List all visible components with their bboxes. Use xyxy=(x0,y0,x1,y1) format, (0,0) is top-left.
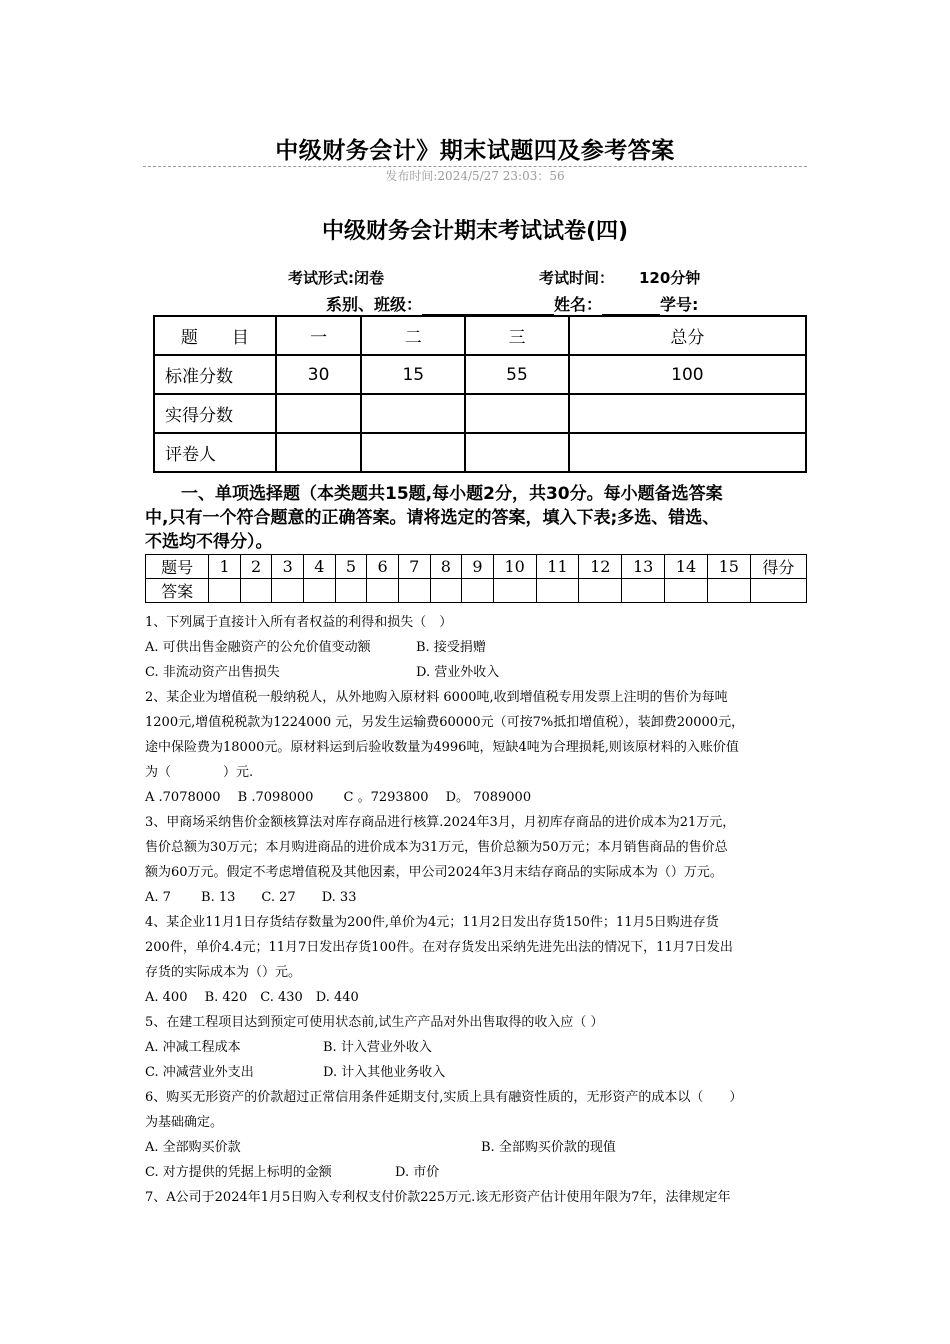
answer-header-cell: 5 xyxy=(335,555,367,579)
option-a: A. 冲减工程成本 xyxy=(145,1040,241,1055)
name-label: 姓名： xyxy=(554,295,603,314)
option-d: D. 市价 xyxy=(395,1165,440,1180)
question-3-line: 3、甲商场采纳售价金额核算法对库存商品进行核算.2024年3月，月初库存商品的进价成本为21万元， xyxy=(145,815,736,830)
score-header-cell: 三 xyxy=(465,316,569,355)
score-cell[interactable] xyxy=(465,433,569,472)
answer-header-cell: 2 xyxy=(240,555,272,579)
answer-cell[interactable] xyxy=(240,579,272,603)
answer-header-cell: 题号 xyxy=(146,555,209,579)
score-header-cell: 总分 xyxy=(569,316,806,355)
score-header-cell: 二 xyxy=(361,316,465,355)
option-b: B. 全部购买价款的现值 xyxy=(481,1140,616,1155)
question-4-line: 4、某企业11月1日存货结存数量为200件,单价为4元；11月2日发出存货150件；11月5日购进存货 xyxy=(145,915,719,930)
question-2-line: 为（ ）元. xyxy=(145,765,254,780)
question-3-line: 额为60万元。假定不考虑增值税及其他因素，甲公司2024年3月末结存商品的实际成本为（）万元。 xyxy=(145,865,723,880)
answer-header-cell: 12 xyxy=(579,555,622,579)
score-cell[interactable] xyxy=(276,433,362,472)
answer-cell[interactable] xyxy=(665,579,708,603)
question-4-options: A. 400 B. 420 C. 430 D. 440 xyxy=(145,990,359,1005)
answer-cell[interactable] xyxy=(272,579,304,603)
score-cell[interactable] xyxy=(361,433,465,472)
question-7-line: 7、A公司于2024年1月5日购入专利权支付价款225万元.该无形资产估计使用年限为7年，法律规定年 xyxy=(145,1190,731,1205)
question-3-options: A. 7 B. 13 C. 27 D. 33 xyxy=(145,890,357,905)
answer-header-cell: 得分 xyxy=(750,555,806,579)
score-row xyxy=(154,433,806,472)
answer-header-cell: 3 xyxy=(272,555,304,579)
option-c: C. 冲减营业外支出 xyxy=(145,1065,254,1080)
publish-time: 发布时间:2024/5/27 23:03：56 xyxy=(385,169,565,183)
score-cell: 30 xyxy=(276,355,362,394)
student-info-line xyxy=(326,292,698,315)
answer-cell[interactable] xyxy=(707,579,750,603)
score-cell[interactable] xyxy=(361,394,465,433)
score-row-label: 标准分数 xyxy=(154,355,276,394)
answer-cell[interactable] xyxy=(304,579,336,603)
answer-header-cell: 9 xyxy=(462,555,494,579)
answer-header-cell: 8 xyxy=(430,555,462,579)
question-5: 5、在建工程项目达到预定可使用状态前,试生产产品对外出售取得的收入应（ ） xyxy=(145,1015,604,1030)
answer-cell[interactable] xyxy=(579,579,622,603)
score-header-cell: 题 目 xyxy=(154,316,276,355)
question-6-line: 6、购买无形资产的价款超过正常信用条件延期支付,实质上具有融资性质的，无形资产的成本以（ ） xyxy=(145,1090,743,1105)
exam-title: 中级财务会计期末考试试卷(四) xyxy=(321,219,629,244)
score-cell: 15 xyxy=(361,355,465,394)
question-2-line: 途中保险费为18000元。原材料运到后验收数量为4996吨，短缺4吨为合理损耗,则该原材料的入账价值 xyxy=(145,740,739,755)
exam-form: 考试形式:闭卷 xyxy=(288,269,384,287)
answer-row xyxy=(146,579,807,603)
option-c: C. 对方提供的凭据上标明的金额 xyxy=(145,1165,332,1180)
score-row xyxy=(154,394,806,433)
section-instructions xyxy=(145,482,809,554)
section-line: 中,只有一个符合题意的正确答案。请将选定的答案，填入下表;多选、错选、 xyxy=(145,508,720,528)
answer-header-cell: 14 xyxy=(665,555,708,579)
score-table xyxy=(153,315,807,473)
score-header-row xyxy=(154,316,806,355)
answer-row-label: 答案 xyxy=(146,579,209,603)
score-cell[interactable] xyxy=(569,394,806,433)
score-row-label: 实得分数 xyxy=(154,394,276,433)
score-row-label: 评卷人 xyxy=(154,433,276,472)
id-label: 学号: xyxy=(660,295,699,314)
answer-header-cell: 15 xyxy=(707,555,750,579)
option-b: B. 计入营业外收入 xyxy=(323,1040,432,1055)
dept-label: 系别、班级： xyxy=(326,295,423,314)
answer-cell[interactable] xyxy=(398,579,430,603)
answer-cell[interactable] xyxy=(622,579,665,603)
answer-cell[interactable] xyxy=(462,579,494,603)
option-a: A. 全部购买价款 xyxy=(145,1140,241,1155)
document-title: 中级财务会计》期末试题四及参考答案 xyxy=(275,138,675,164)
answer-cell[interactable] xyxy=(209,579,241,603)
question-1: 1、下列属于直接计入所有者权益的利得和损失（ ） xyxy=(145,615,453,630)
exam-time-value: 120分钟 xyxy=(639,269,701,287)
question-6-line: 为基础确定。 xyxy=(145,1115,224,1130)
question-3-line: 售价总额为30万元；本月购进商品的进价成本为31万元，售价总额为50万元；本月销售商品的售价总 xyxy=(145,840,728,855)
answer-header-cell: 10 xyxy=(493,555,536,579)
section-line: 一、单项选择题（本类题共15题,每小题2分，共30分。每小题备选答案 xyxy=(181,484,723,504)
answer-cell[interactable] xyxy=(335,579,367,603)
option-c: C. 非流动资产出售损失 xyxy=(145,665,280,680)
answer-number-row xyxy=(146,555,807,579)
question-2-line: 1200元,增值税税款为1224000 元，另发生运输费60000元（可按7%抵扣增值税），装卸费20000元， xyxy=(145,715,745,730)
question-4-line: 存货的实际成本为（）元。 xyxy=(145,965,302,980)
option-d: D. 计入其他业务收入 xyxy=(323,1065,446,1080)
answer-header-cell: 13 xyxy=(622,555,665,579)
dept-blank[interactable] xyxy=(422,297,554,315)
question-2-line: 2、某企业为增值税一般纳税人，从外地购入原材料 6000吨,收到增值税专用发票上注明的售价为每吨 xyxy=(145,690,728,705)
answer-table xyxy=(145,554,807,603)
answer-header-cell: 11 xyxy=(536,555,579,579)
score-cell[interactable] xyxy=(276,394,362,433)
exam-time-label: 考试时间： xyxy=(539,269,615,287)
score-cell[interactable] xyxy=(569,433,806,472)
answer-header-cell: 7 xyxy=(398,555,430,579)
answer-header-cell: 1 xyxy=(209,555,241,579)
option-a: A. 可供出售金融资产的公允价值变动额 xyxy=(145,640,371,655)
answer-cell[interactable] xyxy=(430,579,462,603)
answer-cell[interactable] xyxy=(493,579,536,603)
score-cell: 100 xyxy=(569,355,806,394)
question-4-line: 200件，单价4.4元；11月7日发出存货100件。在对存货发出采纳先进先出法的情况下，11月7日发出 xyxy=(145,940,733,955)
answer-header-cell: 6 xyxy=(367,555,399,579)
score-row xyxy=(154,355,806,394)
option-b: B. 接受捐赠 xyxy=(416,640,486,655)
question-2-options: A .7078000 B .7098000 C 。7293800 D。 7089000 xyxy=(145,790,532,805)
score-header-cell: 一 xyxy=(276,316,362,355)
option-d: D. 营业外收入 xyxy=(416,665,500,680)
answer-header-cell: 4 xyxy=(304,555,336,579)
answer-cell[interactable] xyxy=(750,579,806,603)
score-cell: 55 xyxy=(465,355,569,394)
score-cell[interactable] xyxy=(465,394,569,433)
answer-cell[interactable] xyxy=(536,579,579,603)
section-line: 不选均不得分）。 xyxy=(145,532,273,552)
answer-cell[interactable] xyxy=(367,579,399,603)
name-blank[interactable] xyxy=(602,297,660,315)
